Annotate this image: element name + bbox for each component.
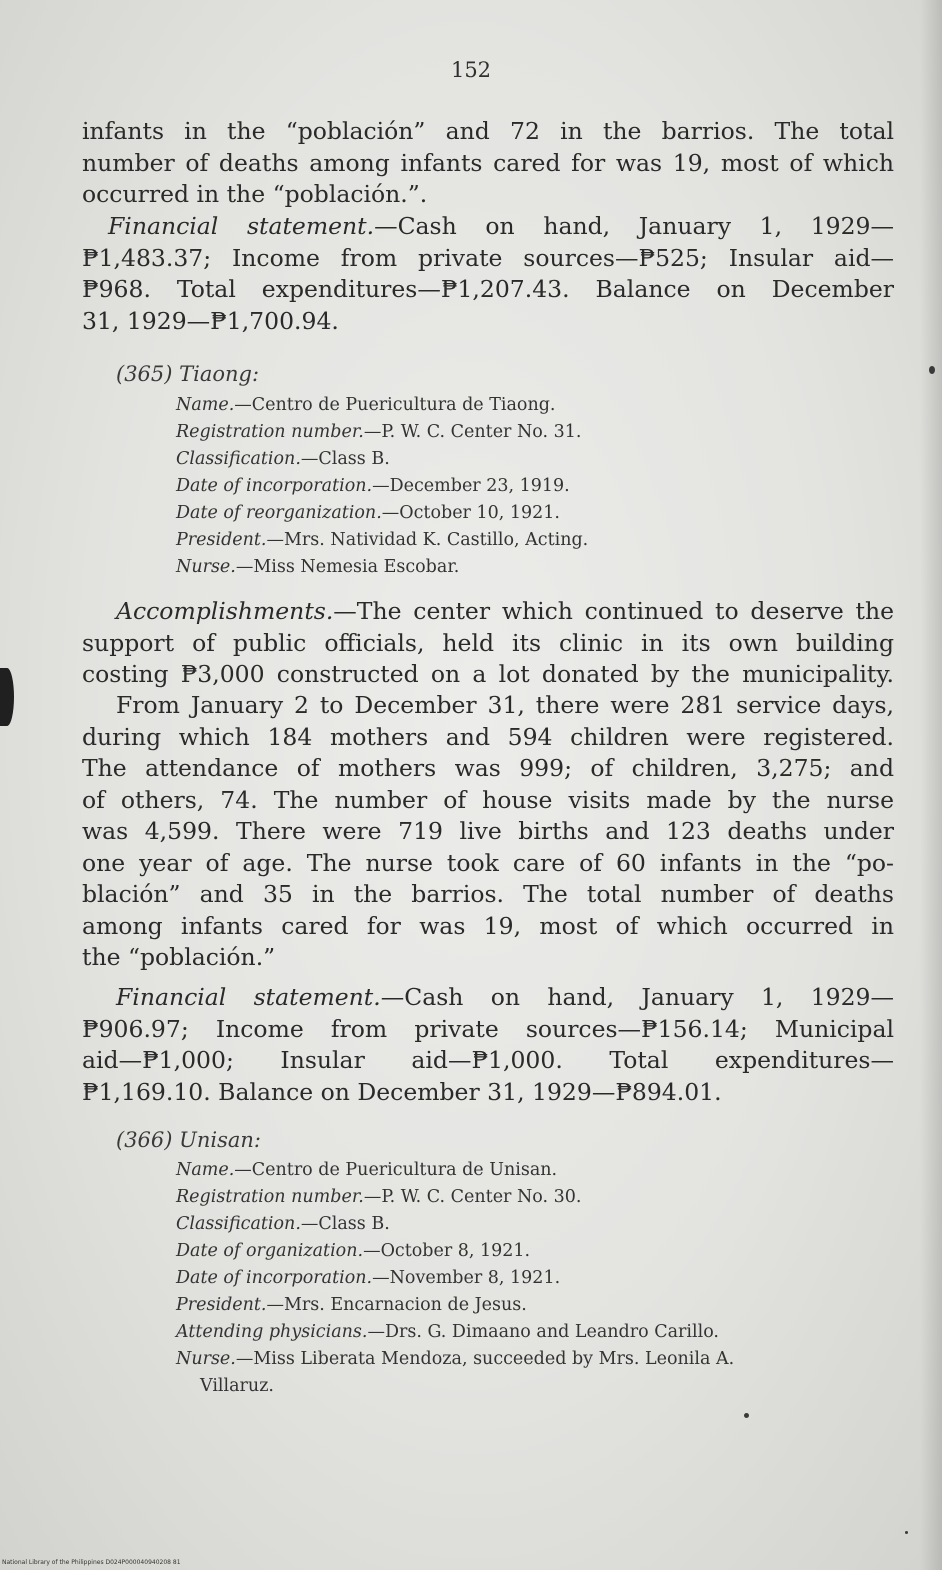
text-line: The attendance of mothers was 999; of children, 3,275; and — [82, 754, 894, 782]
detail-row — [176, 554, 588, 581]
unisan-details — [176, 1157, 734, 1400]
detail-value: —Centro de Puericultura de Tiaong. — [234, 395, 556, 415]
text-segment: —Cash on hand, January 1, 1929— — [380, 983, 895, 1011]
text-line: ₱1,483.37; Income from private sources—₱525; Insular aid— — [82, 243, 894, 272]
text-line: infants in the “población” and 72 in the barrios. The total — [82, 117, 894, 145]
text-line: occurred in the “población.”. — [82, 180, 428, 208]
page-edge-shadow — [920, 0, 942, 1570]
service-paragraph — [82, 690, 894, 974]
accomplishments-paragraph — [82, 596, 894, 691]
text-line: costing ₱3,000 constructed on a lot donated by the municipality. — [82, 660, 894, 688]
detail-label: Name. — [176, 1160, 235, 1180]
detail-row — [176, 392, 588, 419]
detail-row — [176, 1292, 734, 1319]
financial-statement-paragraph — [82, 211, 894, 337]
detail-row — [176, 1157, 734, 1184]
detail-label: Name. — [176, 395, 235, 415]
financial-statement-label: Financial statement. — [108, 212, 375, 240]
section-heading-unisan: (366) Unisan: — [116, 1128, 261, 1152]
text-line — [82, 596, 894, 628]
detail-row — [176, 446, 588, 473]
text-line: aid—₱1,000; Insular aid—₱1,000. Total expenditures— — [82, 1046, 894, 1074]
text-line: ₱968. Total expenditures—₱1,207.43. Balance on December — [82, 275, 894, 303]
detail-row — [176, 527, 588, 554]
detail-value: —Class B. — [300, 449, 390, 469]
detail-value: —Class B. — [300, 1214, 390, 1234]
detail-continuation: Villaruz. — [200, 1376, 274, 1396]
detail-value: —Mrs. Natividad K. Castillo, Acting. — [266, 530, 589, 550]
intro-paragraph — [82, 116, 894, 211]
detail-label: Date of reorganization. — [176, 503, 382, 523]
detail-label: Registration number. — [176, 1187, 364, 1207]
text-line: the “población.” — [82, 943, 276, 971]
detail-value: —P. W. C. Center No. 31. — [363, 422, 582, 442]
detail-value: —Drs. G. Dimaano and Leandro Carillo. — [367, 1322, 719, 1342]
detail-row — [176, 500, 588, 527]
ink-speck — [929, 366, 935, 374]
detail-value: —October 8, 1921. — [363, 1241, 531, 1261]
text-line: blación” and 35 in the barrios. The total number of deaths — [82, 880, 894, 908]
detail-label: Classification. — [176, 1214, 301, 1234]
detail-value: —Miss Liberata Mendoza, succeeded by Mrs. Leonila A. — [235, 1349, 735, 1369]
detail-label: President. — [176, 530, 267, 550]
text-line: among infants cared for was 19, most of which occurred in — [82, 911, 894, 940]
detail-value: —Mrs. Encarnacion de Jesus. — [266, 1295, 527, 1315]
detail-label: President. — [176, 1295, 267, 1315]
page-number: 152 — [450, 58, 492, 82]
detail-row — [176, 419, 588, 446]
detail-label: Registration number. — [176, 422, 364, 442]
text-line: during which 184 mothers and 594 children were registered. — [82, 722, 894, 751]
margin-ink-blot — [0, 668, 14, 726]
text-line: number of deaths among infants cared for was 19, most of which — [82, 148, 894, 177]
text-line: 31, 1929—₱1,700.94. — [82, 306, 339, 335]
financial-statement-label: Financial statement. — [116, 983, 381, 1011]
detail-label: Nurse. — [176, 1349, 236, 1369]
text-line: ₱906.97; Income from private sources—₱156.14; Municipal — [82, 1014, 894, 1043]
detail-value: —November 8, 1921. — [372, 1268, 561, 1288]
text-line: support of public officials, held its clinic in its own building — [82, 628, 894, 657]
detail-value: —Centro de Puericultura de Unisan. — [234, 1160, 558, 1180]
accomplishments-label: Accomplishments. — [116, 597, 334, 625]
detail-label: Attending physicians. — [176, 1322, 368, 1342]
text-segment: —Cash on hand, January 1, 1929— — [374, 212, 894, 240]
detail-label: Date of incorporation. — [176, 1268, 373, 1288]
detail-value: —December 23, 1919. — [372, 476, 570, 496]
text-line — [82, 982, 894, 1014]
text-line: was 4,599. There were 719 live births and 123 deaths under — [82, 817, 894, 845]
detail-label: Date of incorporation. — [176, 476, 373, 496]
detail-row — [176, 1346, 734, 1373]
detail-label: Date of organization. — [176, 1241, 364, 1261]
detail-value: —October 10, 1921. — [381, 503, 560, 523]
detail-row — [176, 1265, 734, 1292]
detail-value: —P. W. C. Center No. 30. — [363, 1187, 582, 1207]
detail-row — [176, 1319, 734, 1346]
text-segment: —The center which continued to deserve the — [333, 597, 894, 625]
ink-speck — [905, 1531, 908, 1534]
tiaong-financial-paragraph — [82, 982, 894, 1108]
detail-row — [176, 1211, 734, 1238]
section-heading-tiaong: (365) Tiaong: — [116, 362, 260, 386]
detail-row — [176, 473, 588, 500]
scan-credit-footer: National Library of the Philippines D024P000040940208 81 — [2, 1559, 181, 1566]
text-line: ₱1,169.10. Balance on December 31, 1929—₱894.01. — [82, 1077, 722, 1106]
text-line: From January 2 to December 31, there were 281 service days, — [116, 691, 894, 719]
ink-speck — [744, 1413, 749, 1418]
text-line: of others, 74. The number of house visits made by the nurse — [82, 785, 894, 814]
text-line — [82, 211, 894, 243]
detail-value: —Miss Nemesia Escobar. — [235, 557, 460, 577]
detail-row — [176, 1238, 734, 1265]
detail-label: Classification. — [176, 449, 301, 469]
detail-row — [176, 1184, 734, 1211]
text-line: one year of age. The nurse took care of 60 infants in the “po- — [82, 848, 894, 877]
tiaong-details — [176, 392, 588, 581]
detail-label: Nurse. — [176, 557, 236, 577]
